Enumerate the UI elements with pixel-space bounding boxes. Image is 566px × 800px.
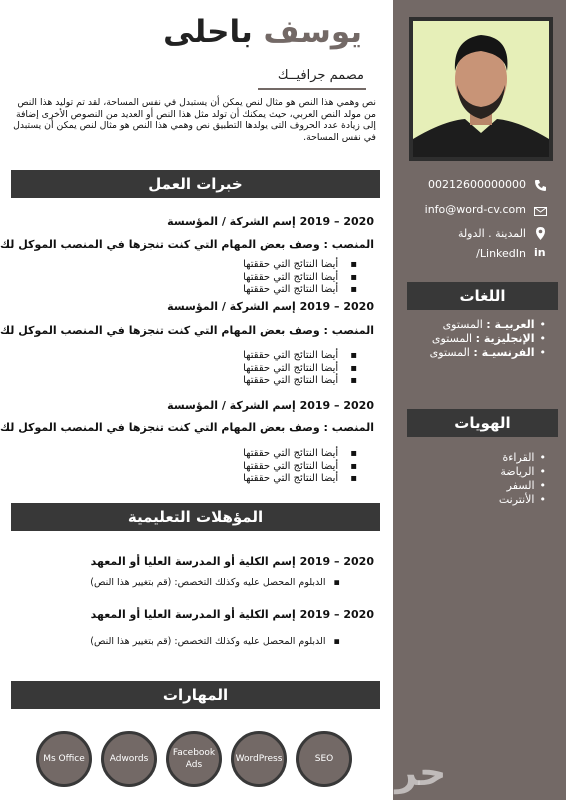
result-item: ▪أيضا النتائج التي حققتها: [243, 350, 357, 361]
education-desc: ▪الدبلوم المحصل عليه وكذلك التخصص: (قم بتغيير هذا النص): [90, 636, 340, 647]
job-results: [243, 448, 357, 486]
result-item: ▪أيضا النتائج التي حققتها: [243, 259, 357, 270]
phone-icon: [534, 177, 547, 190]
first-name: يوسف: [263, 14, 362, 50]
education-line: 2020 – 2019 إسم الكلية أو المدرسة العليا أو المعهد: [90, 555, 374, 568]
watermark: حراج: [355, 750, 447, 794]
job-period: 2020 – 2019 إسم الشركة / المؤسسة: [167, 399, 374, 412]
email-icon: [534, 203, 547, 216]
location-text: المدينة . الدولة: [457, 227, 526, 240]
result-item: ▪أيضا النتائج التي حققتها: [243, 448, 357, 459]
experience-header: خبرات العمل: [11, 170, 380, 198]
result-item: ▪أيضا النتائج التي حققتها: [243, 271, 357, 283]
job-role: المنصب : وصف بعض المهام التي كنت تنجزها في المنصب الموكل لك: [0, 238, 374, 251]
skill-circle: WordPress: [231, 731, 287, 787]
phone-text: 00212600000000: [428, 178, 526, 191]
hobby-item: •القراءة: [502, 451, 546, 464]
result-item: ▪أيضا النتائج التي حققتها: [243, 473, 357, 484]
job-results: [243, 350, 357, 388]
education-line: 2020 – 2019 إسم الكلية أو المدرسة العليا أو المعهد: [90, 608, 374, 621]
skills-header: المهارات: [11, 681, 380, 709]
linkedin-text: LinkedIn/: [476, 247, 526, 260]
hobbies-list: [499, 451, 546, 507]
job-results: [243, 259, 357, 297]
result-item: ▪أيضا النتائج التي حققتها: [243, 375, 357, 386]
hobby-item: •الرياضة: [500, 465, 546, 478]
linkedin-icon: in: [534, 246, 546, 259]
language-item: •الفرنسيـة : المستوى: [429, 346, 546, 359]
email-text: info@word-cv.com: [424, 203, 526, 216]
job-role: المنصب : وصف بعض المهام التي كنت تنجزها في المنصب الموكل لك: [0, 421, 374, 434]
result-item: ▪أيضا النتائج التي حققتها: [243, 460, 357, 472]
profile-photo: [413, 21, 549, 157]
education-header: المؤهلات التعليمية: [11, 503, 380, 531]
intro-paragraph: نص وهمي هذا النص هو مثال لنص يمكن أن يستبدل في نفس المساحة، لقد تم توليد هذا النص من مولد النص العربي، حيث يمكنك أن تولد مثل هذا النص أو العديد من النصوص الأخرى إضافة إلى زيادة عدد الحروف التى يولدها التطبيق نص وهمي هذا النص هو مثال لنص يمكن أن يستبدل في نفس المساحة.: [13, 97, 376, 143]
job-role: المنصب : وصف بعض المهام التي كنت تنجزها في المنصب الموكل لك: [0, 324, 374, 337]
skill-circle: Adwords: [101, 731, 157, 787]
result-item: ▪أيضا النتائج التي حققتها: [243, 284, 357, 295]
result-item: ▪أيضا النتائج التي حققتها: [243, 362, 357, 374]
language-item: •العربيـة : المستوى: [442, 318, 546, 331]
hobby-item: •السفر: [506, 479, 546, 492]
full-name: [150, 14, 362, 50]
last-name: باحلى: [163, 14, 253, 50]
language-item: •الإنجليزية : المستوى: [431, 332, 546, 345]
job-period: 2020 – 2019 إسم الشركة / المؤسسة: [167, 215, 374, 228]
hobby-item: •الأنترنت: [498, 493, 546, 506]
languages-list: [430, 318, 546, 360]
hobbies-header: الهويات: [407, 409, 558, 437]
languages-header: اللغات: [407, 282, 558, 310]
skill-circle: Ms Office: [36, 731, 92, 787]
skill-circle: SEO: [296, 731, 352, 787]
education-desc: ▪الدبلوم المحصل عليه وكذلك التخصص: (قم بتغيير هذا النص): [90, 577, 340, 588]
job-period: 2020 – 2019 إسم الشركة / المؤسسة: [167, 300, 374, 313]
title-underline: [258, 88, 366, 90]
skill-circle: Facebook Ads: [166, 731, 222, 787]
location-pin-icon: [534, 225, 547, 238]
job-title: مصمم جرافيــك: [277, 68, 364, 83]
